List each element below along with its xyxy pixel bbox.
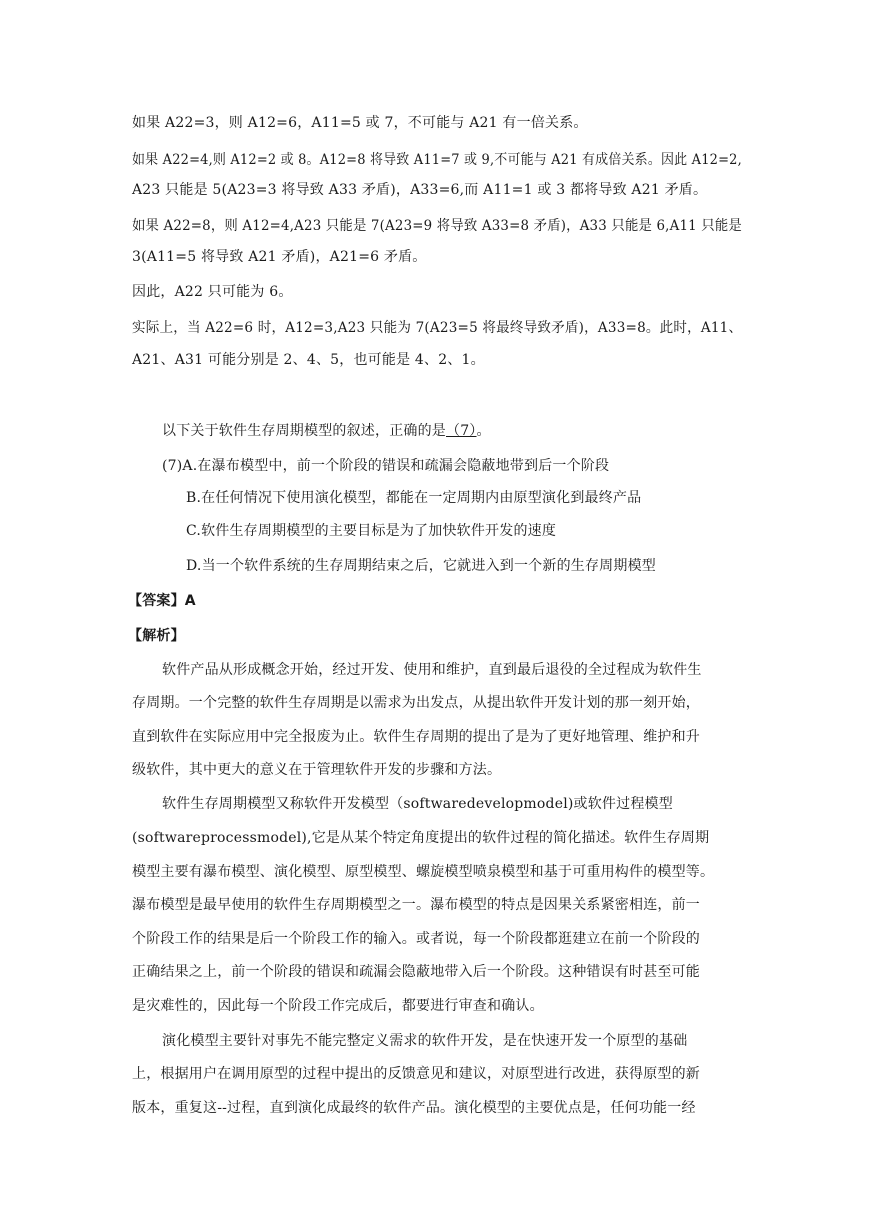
analysis-line: A23 只能是 5(A23=3 将导致 A33 矛盾)，A33=6,而 A11=1 或 3 都将导致 A21 矛盾。 [132, 182, 708, 198]
explanation-line: 级软件，其中更大的意义在于管理软件开发的步骤和方法。 [132, 762, 502, 778]
analysis-line: 如果 A22=4,则 A12=2 或 8。A12=8 将导致 A11=7 或 9,不可能与 A21 有成倍关系。因此 A12=2, [132, 152, 742, 168]
explanation-line: 版本，重复这--过程，直到演化成最终的软件产品。演化模型的主要优点是，任何功能一经 [132, 1100, 696, 1116]
analysis-line: A21、A31 可能分别是 2、4、5，也可能是 4、2、1。 [132, 352, 485, 368]
option-c: C.软件生存周期模型的主要目标是为了加快软件开发的速度 [186, 523, 557, 539]
explanation-line: 存周期。一个完整的软件生存周期是以需求为出发点，从提出软件开发计划的那一刻开始， [132, 695, 700, 711]
question-stem [162, 421, 491, 441]
option-d: D.当一个软件系统的生存周期结束之后，它就进入到一个新的生存周期模型 [186, 558, 656, 574]
option-a: (7)A.在瀑布模型中，前一个阶段的错误和疏漏会隐蔽地带到后一个阶段 [162, 458, 610, 474]
analysis-line: 因此，A22 只可能为 6。 [132, 284, 293, 300]
question-blank: （7） [446, 423, 477, 439]
question-stem-text: 以下关于软件生存周期模型的叙述，正确的是 [162, 423, 446, 439]
explanation-line: 直到软件在实际应用中完全报废为止。软件生存周期的提出了是为了更好地管理、维护和升 [132, 729, 700, 745]
analysis-line: 实际上，当 A22=6 时，A12=3,A23 只能为 7(A23=5 将最终导致矛盾)，A33=8。此时，A11、 [132, 320, 743, 336]
explanation-line: 上，根据用户在调用原型的过程中提出的反馈意见和建议，对原型进行改进，获得原型的新 [132, 1066, 700, 1082]
analysis-line: 3(A11=5 将导致 A21 矛盾)，A21=6 矛盾。 [132, 249, 427, 265]
explanation-label: 【解析】 [128, 628, 185, 644]
explanation-line: 演化模型主要针对事先不能完整定义需求的软件开发，是在快速开发一个原型的基础 [162, 1033, 688, 1049]
analysis-line: 如果 A22=8，则 A12=4,A23 只能是 7(A23=9 将导致 A33=8 矛盾)，A33 只能是 6,A11 只能是 [132, 218, 742, 234]
analysis-line: 如果 A22=3，则 A12=6，A11=5 或 7，不可能与 A21 有一倍关系。 [132, 115, 588, 131]
option-b: B.在任何情况下使用演化模型，都能在一定周期内由原型演化到最终产品 [186, 490, 642, 506]
explanation-line: 是灾难性的，因此每一个阶段工作完成后，都要进行审查和确认。 [132, 998, 544, 1014]
explanation-line: 模型主要有瀑布模型、演化模型、原型模型、螺旋模型喷泉模型和基于可重用构件的模型等。 [132, 864, 715, 880]
explanation-line: 软件产品从形成概念开始，经过开发、使用和维护，直到最后退役的全过程成为软件生 [162, 662, 702, 678]
explanation-line: 正确结果之上，前一个阶段的错误和疏漏会隐蔽地带入后一个阶段。这种错误有时甚至可能 [132, 964, 700, 980]
explanation-line: (softwareprocessmodel),它是从某个特定角度提出的软件过程的简化描述。软件生存周期 [132, 830, 710, 846]
explanation-line: 软件生存周期模型又称软件开发模型（softwaredevelopmodel)或软件过程模型 [162, 796, 673, 812]
question-stem-end: 。 [476, 423, 491, 439]
explanation-line: 瀑布模型是最早使用的软件生存周期模型之一。瀑布模型的特点是因果关系紧密相连，前一 [132, 897, 700, 913]
answer-label: 【答案】A [128, 593, 196, 609]
explanation-line: 个阶段工作的结果是后一个阶段工作的输入。或者说，每一个阶段都逛建立在前一个阶段的 [132, 931, 700, 947]
